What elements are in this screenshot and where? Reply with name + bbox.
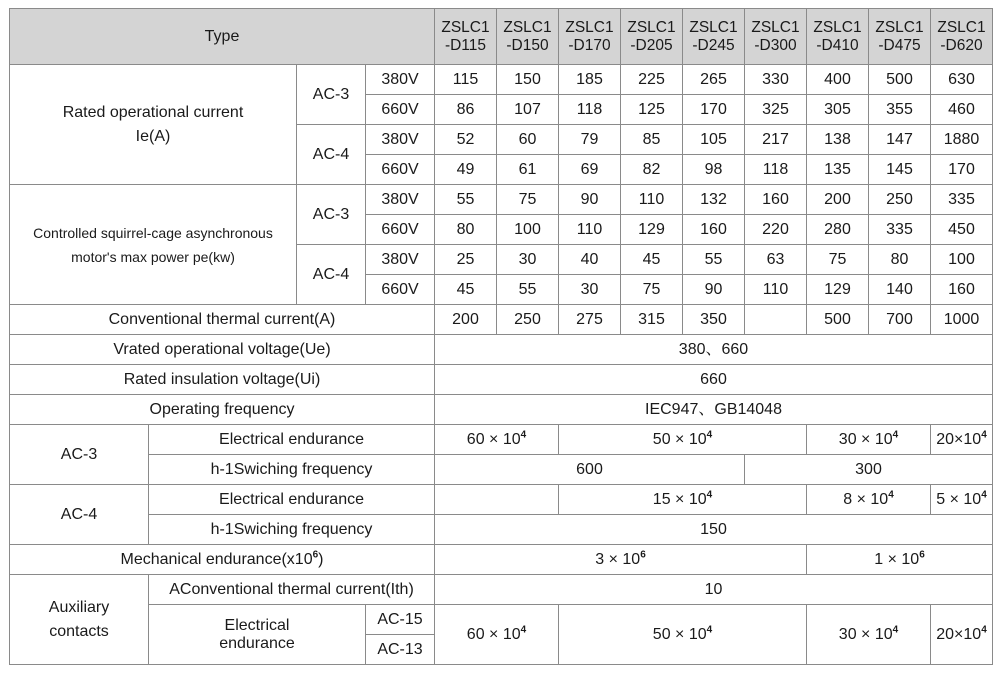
switching-value: 300 bbox=[745, 455, 993, 485]
value-cell: 335 bbox=[931, 185, 993, 215]
value-cell bbox=[745, 305, 807, 335]
value-cell: 107 bbox=[497, 95, 559, 125]
table-row bbox=[10, 605, 993, 635]
model-header: ZSLC1 -D300 bbox=[745, 9, 807, 65]
value-cell: 30 bbox=[497, 245, 559, 275]
value-cell: 1880 bbox=[931, 125, 993, 155]
value-cell: 115 bbox=[435, 65, 497, 95]
table-row bbox=[10, 425, 993, 455]
voltage-cell: 380V bbox=[366, 245, 435, 275]
value-cell: 500 bbox=[869, 65, 931, 95]
value-cell: 315 bbox=[621, 305, 683, 335]
mechanical-value: $1 \times 10^6$ bbox=[807, 545, 993, 575]
ac4-endurance-label: Electrical endurance bbox=[149, 485, 435, 515]
voltage-cell: 380V bbox=[366, 125, 435, 155]
value-cell: 140 bbox=[869, 275, 931, 305]
value-cell: 250 bbox=[497, 305, 559, 335]
category-cell: AC-4 bbox=[297, 245, 366, 305]
value-cell: 49 bbox=[435, 155, 497, 185]
table-row bbox=[10, 305, 993, 335]
endurance-value: $20\times 10^4$ bbox=[931, 605, 993, 665]
value-cell: 145 bbox=[869, 155, 931, 185]
value-cell: 138 bbox=[807, 125, 869, 155]
auxiliary-label: Auxiliary contacts bbox=[10, 575, 149, 665]
value-cell: 132 bbox=[683, 185, 745, 215]
value-cell: 265 bbox=[683, 65, 745, 95]
table-row bbox=[10, 485, 993, 515]
value-cell: 75 bbox=[621, 275, 683, 305]
endurance-value-empty bbox=[435, 485, 559, 515]
value-cell: 45 bbox=[435, 275, 497, 305]
value-cell: 170 bbox=[931, 155, 993, 185]
value-cell: 160 bbox=[931, 275, 993, 305]
value-cell: 350 bbox=[683, 305, 745, 335]
value-cell: 147 bbox=[869, 125, 931, 155]
value-cell: 217 bbox=[745, 125, 807, 155]
value-cell: 110 bbox=[745, 275, 807, 305]
insulation-voltage-label: Rated insulation voltage(Ui) bbox=[10, 365, 435, 395]
spec-sheet bbox=[9, 8, 1002, 665]
insulation-voltage-value: 660 bbox=[435, 365, 993, 395]
endurance-value: $30 \times 10^4$ bbox=[807, 605, 931, 665]
endurance-value: $20\times 10^4$ bbox=[931, 425, 993, 455]
voltage-cell: 660V bbox=[366, 155, 435, 185]
value-cell: 355 bbox=[869, 95, 931, 125]
value-cell: 90 bbox=[559, 185, 621, 215]
table-row bbox=[10, 365, 993, 395]
value-cell: 52 bbox=[435, 125, 497, 155]
table-row bbox=[10, 65, 993, 95]
model-header: ZSLC1 -D150 bbox=[497, 9, 559, 65]
endurance-value: $15 \times 10^4$ bbox=[559, 485, 807, 515]
value-cell: 275 bbox=[559, 305, 621, 335]
value-cell: 225 bbox=[621, 65, 683, 95]
mechanical-value: $3 \times 10^6$ bbox=[435, 545, 807, 575]
rated-voltage-label: Vrated operational voltage(Ue) bbox=[10, 335, 435, 365]
value-cell: 150 bbox=[497, 65, 559, 95]
value-cell: 118 bbox=[745, 155, 807, 185]
model-header: ZSLC1 -D475 bbox=[869, 9, 931, 65]
value-cell: 80 bbox=[869, 245, 931, 275]
value-cell: 129 bbox=[621, 215, 683, 245]
table-row bbox=[10, 335, 993, 365]
value-cell: 79 bbox=[559, 125, 621, 155]
value-cell: 82 bbox=[621, 155, 683, 185]
header-row bbox=[10, 9, 993, 65]
table-row bbox=[10, 545, 993, 575]
value-cell: 61 bbox=[497, 155, 559, 185]
value-cell: 200 bbox=[807, 185, 869, 215]
value-cell: 55 bbox=[435, 185, 497, 215]
value-cell: 75 bbox=[497, 185, 559, 215]
value-cell: 700 bbox=[869, 305, 931, 335]
value-cell: 135 bbox=[807, 155, 869, 185]
value-cell: 25 bbox=[435, 245, 497, 275]
value-cell: 330 bbox=[745, 65, 807, 95]
value-cell: 40 bbox=[559, 245, 621, 275]
value-cell: 170 bbox=[683, 95, 745, 125]
model-header: ZSLC1 -D170 bbox=[559, 9, 621, 65]
table-row bbox=[10, 515, 993, 545]
value-cell: 63 bbox=[745, 245, 807, 275]
ac3-switching-label: h-1Swiching frequency bbox=[149, 455, 435, 485]
category-cell: AC-3 bbox=[297, 185, 366, 245]
value-cell: 400 bbox=[807, 65, 869, 95]
value-cell: 85 bbox=[621, 125, 683, 155]
endurance-value: $30 \times 10^4$ bbox=[807, 425, 931, 455]
category-cell: AC-4 bbox=[297, 125, 366, 185]
switching-value: 150 bbox=[435, 515, 993, 545]
value-cell: 500 bbox=[807, 305, 869, 335]
value-cell: 305 bbox=[807, 95, 869, 125]
table-row bbox=[10, 185, 993, 215]
model-header: ZSLC1 -D620 bbox=[931, 9, 993, 65]
value-cell: 450 bbox=[931, 215, 993, 245]
endurance-value: $60 \times 10^4$ bbox=[435, 605, 559, 665]
value-cell: 86 bbox=[435, 95, 497, 125]
value-cell: 460 bbox=[931, 95, 993, 125]
aux-thermal-label: AConventional thermal current(Ith) bbox=[149, 575, 435, 605]
mechanical-endurance-label: Mechanical $endurance(x10^6)$ bbox=[10, 545, 435, 575]
rated-voltage-value: 380、660 bbox=[435, 335, 993, 365]
model-header: ZSLC1 -D410 bbox=[807, 9, 869, 65]
value-cell: 75 bbox=[807, 245, 869, 275]
category-cell: AC-3 bbox=[297, 65, 366, 125]
value-cell: 100 bbox=[931, 245, 993, 275]
value-cell: 118 bbox=[559, 95, 621, 125]
switching-value: 600 bbox=[435, 455, 745, 485]
ac3-label: AC-3 bbox=[10, 425, 149, 485]
aux-thermal-value: 10 bbox=[435, 575, 993, 605]
endurance-value: $8 \times 10^4$ bbox=[807, 485, 931, 515]
frequency-label: Operating frequency bbox=[10, 395, 435, 425]
value-cell: 45 bbox=[621, 245, 683, 275]
value-cell: 100 bbox=[497, 215, 559, 245]
thermal-current-label: Conventional thermal current(A) bbox=[10, 305, 435, 335]
voltage-cell: 660V bbox=[366, 275, 435, 305]
model-header: ZSLC1 -D115 bbox=[435, 9, 497, 65]
voltage-cell: 660V bbox=[366, 215, 435, 245]
endurance-value: $50 \times 10^4$ bbox=[559, 605, 807, 665]
voltage-cell: 380V bbox=[366, 65, 435, 95]
model-header: ZSLC1 -D245 bbox=[683, 9, 745, 65]
specification-table bbox=[9, 8, 993, 665]
table-row bbox=[10, 455, 993, 485]
voltage-cell: 660V bbox=[366, 95, 435, 125]
type-header: Type bbox=[10, 9, 435, 65]
category-cell: AC-13 bbox=[366, 635, 435, 665]
value-cell: 98 bbox=[683, 155, 745, 185]
value-cell: 160 bbox=[683, 215, 745, 245]
value-cell: 80 bbox=[435, 215, 497, 245]
value-cell: 60 bbox=[497, 125, 559, 155]
value-cell: 335 bbox=[869, 215, 931, 245]
value-cell: 200 bbox=[435, 305, 497, 335]
value-cell: 185 bbox=[559, 65, 621, 95]
ac4-switching-label: h-1Swiching frequency bbox=[149, 515, 435, 545]
value-cell: 30 bbox=[559, 275, 621, 305]
frequency-value: IEC947、GB14048 bbox=[435, 395, 993, 425]
value-cell: 160 bbox=[745, 185, 807, 215]
ac4-label: AC-4 bbox=[10, 485, 149, 545]
value-cell: 105 bbox=[683, 125, 745, 155]
model-header: ZSLC1 -D205 bbox=[621, 9, 683, 65]
value-cell: 630 bbox=[931, 65, 993, 95]
value-cell: 110 bbox=[559, 215, 621, 245]
endurance-value: $5 \times 10^4$ bbox=[931, 485, 993, 515]
category-cell: AC-15 bbox=[366, 605, 435, 635]
value-cell: 129 bbox=[807, 275, 869, 305]
value-cell: 90 bbox=[683, 275, 745, 305]
table-row bbox=[10, 395, 993, 425]
aux-endurance-label: Electrical endurance bbox=[149, 605, 366, 665]
value-cell: 220 bbox=[745, 215, 807, 245]
value-cell: 250 bbox=[869, 185, 931, 215]
voltage-cell: 380V bbox=[366, 185, 435, 215]
value-cell: 325 bbox=[745, 95, 807, 125]
endurance-value: $60 \times 10^4$ bbox=[435, 425, 559, 455]
motor-power-label: Controlled squirrel-cage asynchronous motor's max power pe(kw) bbox=[10, 185, 297, 305]
endurance-value: $50 \times 10^4$ bbox=[559, 425, 807, 455]
value-cell: 125 bbox=[621, 95, 683, 125]
value-cell: 110 bbox=[621, 185, 683, 215]
value-cell: 55 bbox=[683, 245, 745, 275]
table-row bbox=[10, 575, 993, 605]
value-cell: 55 bbox=[497, 275, 559, 305]
value-cell: 280 bbox=[807, 215, 869, 245]
rated-current-label: Rated operational current Ie(A) bbox=[10, 65, 297, 185]
ac3-endurance-label: Electrical endurance bbox=[149, 425, 435, 455]
value-cell: 69 bbox=[559, 155, 621, 185]
value-cell: 1000 bbox=[931, 305, 993, 335]
